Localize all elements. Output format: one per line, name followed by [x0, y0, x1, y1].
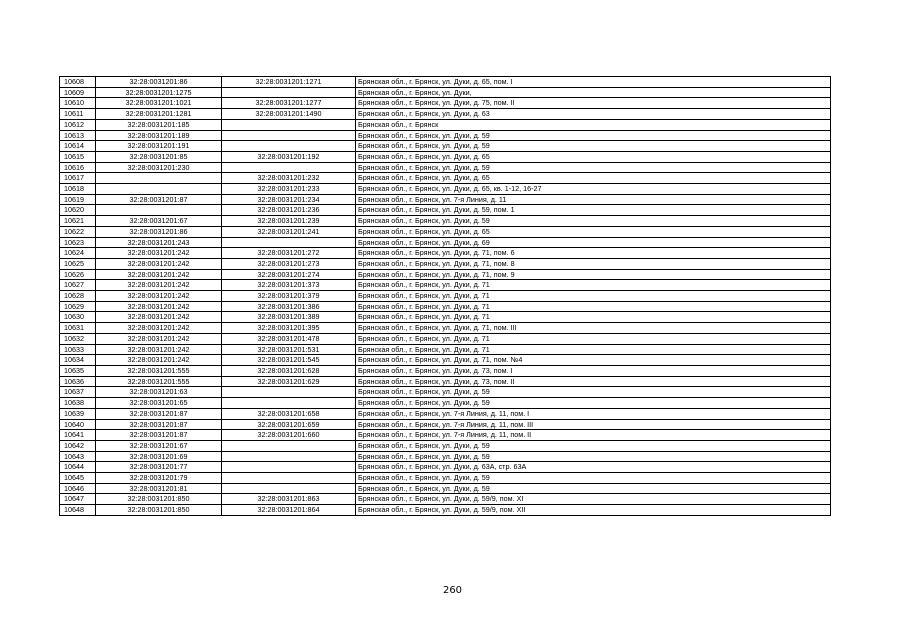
cadastral-number-cell — [222, 87, 356, 98]
row-number-cell: 10609 — [60, 87, 96, 98]
address-cell: Брянская обл., г. Брянск, ул. Дуки, д. 71, пом. 9 — [356, 269, 831, 280]
table-row — [60, 333, 831, 344]
table-row — [60, 365, 831, 376]
address-cell: Брянская обл., г. Брянск, ул. Дуки, д. 71, пом. III — [356, 323, 831, 334]
address-cell: Брянская обл., г. Брянск, ул. Дуки, д. 71, пом. 8 — [356, 258, 831, 269]
row-number-cell: 10634 — [60, 355, 96, 366]
table-row — [60, 226, 831, 237]
cadastral-number-cell: 32:28:0031201:236 — [222, 205, 356, 216]
row-number-cell: 10621 — [60, 216, 96, 227]
parent-cadastral-number-cell: 32:28:0031201:69 — [96, 451, 222, 462]
table-row — [60, 473, 831, 484]
table-row — [60, 440, 831, 451]
parent-cadastral-number-cell: 32:28:0031201:191 — [96, 141, 222, 152]
parent-cadastral-number-cell: 32:28:0031201:77 — [96, 462, 222, 473]
table-row — [60, 237, 831, 248]
row-number-cell: 10636 — [60, 376, 96, 387]
row-number-cell: 10648 — [60, 505, 96, 516]
address-cell: Брянская обл., г. Брянск, ул. Дуки, д. 59 — [356, 451, 831, 462]
cadastral-number-cell — [222, 451, 356, 462]
row-number-cell: 10625 — [60, 258, 96, 269]
row-number-cell: 10642 — [60, 440, 96, 451]
row-number-cell: 10640 — [60, 419, 96, 430]
parent-cadastral-number-cell: 32:28:0031201:65 — [96, 398, 222, 409]
row-number-cell: 10631 — [60, 323, 96, 334]
cadastral-number-cell: 32:28:0031201:389 — [222, 312, 356, 323]
table-row — [60, 162, 831, 173]
address-cell: Брянская обл., г. Брянск, ул. Дуки, д. 71 — [356, 291, 831, 302]
row-number-cell: 10643 — [60, 451, 96, 462]
address-cell: Брянская обл., г. Брянск, ул. Дуки, д. 59 — [356, 473, 831, 484]
parent-cadastral-number-cell: 32:28:0031201:189 — [96, 130, 222, 141]
cadastral-number-cell: 32:28:0031201:274 — [222, 269, 356, 280]
cadastral-number-cell: 32:28:0031201:545 — [222, 355, 356, 366]
parent-cadastral-number-cell: 32:28:0031201:242 — [96, 258, 222, 269]
parent-cadastral-number-cell: 32:28:0031201:185 — [96, 119, 222, 130]
row-number-cell: 10608 — [60, 77, 96, 88]
table-row — [60, 505, 831, 516]
address-cell: Брянская обл., г. Брянск, ул. Дуки, д. 59 — [356, 141, 831, 152]
address-cell: Брянская обл., г. Брянск, ул. Дуки, д. 65 — [356, 226, 831, 237]
table-row — [60, 430, 831, 441]
table-row — [60, 398, 831, 409]
row-number-cell: 10615 — [60, 151, 96, 162]
cadastral-number-cell: 32:28:0031201:659 — [222, 419, 356, 430]
table-row — [60, 344, 831, 355]
table-row — [60, 248, 831, 259]
parent-cadastral-number-cell: 32:28:0031201:67 — [96, 440, 222, 451]
address-cell: Брянская обл., г. Брянск, ул. Дуки, д. 71 — [356, 280, 831, 291]
address-cell: Брянская обл., г. Брянск, ул. Дуки, д. 71 — [356, 301, 831, 312]
row-number-cell: 10633 — [60, 344, 96, 355]
cadastral-number-cell — [222, 141, 356, 152]
parent-cadastral-number-cell: 32:28:0031201:81 — [96, 483, 222, 494]
address-cell: Брянская обл., г. Брянск, ул. Дуки, д. 59 — [356, 440, 831, 451]
address-cell: Брянская обл., г. Брянск, ул. Дуки, д. 59/9, пом. XII — [356, 505, 831, 516]
row-number-cell: 10627 — [60, 280, 96, 291]
table-row — [60, 291, 831, 302]
parent-cadastral-number-cell: 32:28:0031201:86 — [96, 77, 222, 88]
table-row — [60, 323, 831, 334]
table-row — [60, 98, 831, 109]
address-cell: Брянская обл., г. Брянск, ул. Дуки, д. 71 — [356, 333, 831, 344]
cadastral-number-cell — [222, 119, 356, 130]
row-number-cell: 10646 — [60, 483, 96, 494]
address-cell: Брянская обл., г. Брянск, ул. Дуки, д. 65, пом. I — [356, 77, 831, 88]
address-cell: Брянская обл., г. Брянск, ул. Дуки, д. 59 — [356, 387, 831, 398]
parent-cadastral-number-cell — [96, 205, 222, 216]
row-number-cell: 10641 — [60, 430, 96, 441]
parent-cadastral-number-cell: 32:28:0031201:230 — [96, 162, 222, 173]
row-number-cell: 10614 — [60, 141, 96, 152]
address-cell: Брянская обл., г. Брянск, ул. Дуки, д. 63 — [356, 109, 831, 120]
parent-cadastral-number-cell: 32:28:0031201:242 — [96, 291, 222, 302]
row-number-cell: 10619 — [60, 194, 96, 205]
table-row — [60, 269, 831, 280]
cadastral-number-cell — [222, 387, 356, 398]
address-cell: Брянская обл., г. Брянск, ул. Дуки, д. 65 — [356, 173, 831, 184]
table-row — [60, 77, 831, 88]
address-cell: Брянская обл., г. Брянск, ул. Дуки, д. 71, пом. 6 — [356, 248, 831, 259]
parent-cadastral-number-cell: 32:28:0031201:87 — [96, 419, 222, 430]
address-cell: Брянская обл., г. Брянск, ул. Дуки, — [356, 87, 831, 98]
table-row — [60, 301, 831, 312]
parent-cadastral-number-cell: 32:28:0031201:87 — [96, 408, 222, 419]
table-row — [60, 258, 831, 269]
cadastral-number-cell: 32:28:0031201:629 — [222, 376, 356, 387]
cadastral-number-cell — [222, 162, 356, 173]
parent-cadastral-number-cell: 32:28:0031201:1021 — [96, 98, 222, 109]
cadastral-number-cell: 32:28:0031201:239 — [222, 216, 356, 227]
cadastral-number-cell: 32:28:0031201:863 — [222, 494, 356, 505]
parent-cadastral-number-cell: 32:28:0031201:86 — [96, 226, 222, 237]
address-cell: Брянская обл., г. Брянск, ул. 7-я Линия, д. 11, пом. I — [356, 408, 831, 419]
address-cell: Брянская обл., г. Брянск, ул. Дуки, д. 75, пом. II — [356, 98, 831, 109]
address-cell: Брянская обл., г. Брянск, ул. Дуки, д. 63А, стр. 63А — [356, 462, 831, 473]
row-number-cell: 10637 — [60, 387, 96, 398]
cadastral-number-cell: 32:28:0031201:1277 — [222, 98, 356, 109]
address-cell: Брянская обл., г. Брянск, ул. Дуки, д. 65 — [356, 151, 831, 162]
address-cell: Брянская обл., г. Брянск, ул. 7-я Линия, д. 11, пом. II — [356, 430, 831, 441]
row-number-cell: 10617 — [60, 173, 96, 184]
parent-cadastral-number-cell: 32:28:0031201:63 — [96, 387, 222, 398]
cadastral-number-cell: 32:28:0031201:395 — [222, 323, 356, 334]
row-number-cell: 10644 — [60, 462, 96, 473]
cadastral-number-cell: 32:28:0031201:273 — [222, 258, 356, 269]
parent-cadastral-number-cell: 32:28:0031201:67 — [96, 216, 222, 227]
table-row — [60, 151, 831, 162]
parent-cadastral-number-cell: 32:28:0031201:79 — [96, 473, 222, 484]
address-cell: Брянская обл., г. Брянск, ул. Дуки, д. 59 — [356, 398, 831, 409]
row-number-cell: 10638 — [60, 398, 96, 409]
row-number-cell: 10623 — [60, 237, 96, 248]
cadastral-number-cell: 32:28:0031201:478 — [222, 333, 356, 344]
row-number-cell: 10612 — [60, 119, 96, 130]
table-row — [60, 408, 831, 419]
parent-cadastral-number-cell: 32:28:0031201:242 — [96, 301, 222, 312]
cadastral-number-cell: 32:28:0031201:1271 — [222, 77, 356, 88]
cadastral-number-cell: 32:28:0031201:660 — [222, 430, 356, 441]
table-row — [60, 483, 831, 494]
table-row — [60, 205, 831, 216]
cadastral-table — [59, 76, 831, 516]
parent-cadastral-number-cell: 32:28:0031201:87 — [96, 430, 222, 441]
cadastral-number-cell — [222, 440, 356, 451]
address-cell: Брянская обл., г. Брянск, ул. Дуки, д. 71 — [356, 344, 831, 355]
row-number-cell: 10635 — [60, 365, 96, 376]
row-number-cell: 10622 — [60, 226, 96, 237]
address-cell: Брянская обл., г. Брянск, ул. Дуки, д. 59 — [356, 162, 831, 173]
row-number-cell: 10626 — [60, 269, 96, 280]
address-cell: Брянская обл., г. Брянск, ул. Дуки, д. 73, пом. II — [356, 376, 831, 387]
table-row — [60, 451, 831, 462]
cadastral-number-cell: 32:28:0031201:628 — [222, 365, 356, 376]
table-row — [60, 184, 831, 195]
table-row — [60, 141, 831, 152]
table-row — [60, 376, 831, 387]
parent-cadastral-number-cell: 32:28:0031201:850 — [96, 505, 222, 516]
parent-cadastral-number-cell: 32:28:0031201:243 — [96, 237, 222, 248]
table-row — [60, 494, 831, 505]
address-cell: Брянская обл., г. Брянск, ул. Дуки, д. 69 — [356, 237, 831, 248]
cadastral-number-cell: 32:28:0031201:379 — [222, 291, 356, 302]
parent-cadastral-number-cell: 32:28:0031201:87 — [96, 194, 222, 205]
parent-cadastral-number-cell: 32:28:0031201:242 — [96, 323, 222, 334]
parent-cadastral-number-cell: 32:28:0031201:242 — [96, 312, 222, 323]
row-number-cell: 10611 — [60, 109, 96, 120]
address-cell: Брянская обл., г. Брянск, ул. Дуки, д. 71 — [356, 312, 831, 323]
row-number-cell: 10647 — [60, 494, 96, 505]
address-cell: Брянская обл., г. Брянск, ул. Дуки, д. 59 — [356, 130, 831, 141]
cadastral-number-cell: 32:28:0031201:234 — [222, 194, 356, 205]
parent-cadastral-number-cell: 32:28:0031201:242 — [96, 248, 222, 259]
cadastral-number-cell: 32:28:0031201:386 — [222, 301, 356, 312]
cadastral-number-cell: 32:28:0031201:192 — [222, 151, 356, 162]
address-cell: Брянская обл., г. Брянск, ул. Дуки, д. 59/9, пом. XI — [356, 494, 831, 505]
row-number-cell: 10645 — [60, 473, 96, 484]
address-cell: Брянская обл., г. Брянск, ул. Дуки, д. 73, пом. I — [356, 365, 831, 376]
row-number-cell: 10620 — [60, 205, 96, 216]
parent-cadastral-number-cell: 32:28:0031201:242 — [96, 355, 222, 366]
table-row — [60, 462, 831, 473]
address-cell: Брянская обл., г. Брянск — [356, 119, 831, 130]
cadastral-number-cell: 32:28:0031201:531 — [222, 344, 356, 355]
parent-cadastral-number-cell: 32:28:0031201:85 — [96, 151, 222, 162]
table-row — [60, 419, 831, 430]
parent-cadastral-number-cell: 32:28:0031201:242 — [96, 280, 222, 291]
cadastral-table-container — [59, 76, 830, 516]
table-row — [60, 173, 831, 184]
table-row — [60, 355, 831, 366]
parent-cadastral-number-cell — [96, 184, 222, 195]
row-number-cell: 10624 — [60, 248, 96, 259]
cadastral-number-cell: 32:28:0031201:272 — [222, 248, 356, 259]
cadastral-number-cell — [222, 473, 356, 484]
cadastral-number-cell: 32:28:0031201:241 — [222, 226, 356, 237]
parent-cadastral-number-cell: 32:28:0031201:242 — [96, 344, 222, 355]
cadastral-number-cell — [222, 398, 356, 409]
row-number-cell: 10632 — [60, 333, 96, 344]
row-number-cell: 10610 — [60, 98, 96, 109]
cadastral-number-cell — [222, 130, 356, 141]
row-number-cell: 10630 — [60, 312, 96, 323]
table-row — [60, 312, 831, 323]
row-number-cell: 10613 — [60, 130, 96, 141]
cadastral-number-cell: 32:28:0031201:232 — [222, 173, 356, 184]
parent-cadastral-number-cell: 32:28:0031201:555 — [96, 365, 222, 376]
cadastral-number-cell: 32:28:0031201:233 — [222, 184, 356, 195]
address-cell: Брянская обл., г. Брянск, ул. 7-я Линия, д. 11, пом. III — [356, 419, 831, 430]
cadastral-number-cell — [222, 462, 356, 473]
parent-cadastral-number-cell: 32:28:0031201:242 — [96, 333, 222, 344]
address-cell: Брянская обл., г. Брянск, ул. 7-я Линия, д. 11 — [356, 194, 831, 205]
parent-cadastral-number-cell: 32:28:0031201:1281 — [96, 109, 222, 120]
table-row — [60, 119, 831, 130]
cadastral-number-cell — [222, 237, 356, 248]
cadastral-number-cell: 32:28:0031201:864 — [222, 505, 356, 516]
parent-cadastral-number-cell: 32:28:0031201:850 — [96, 494, 222, 505]
table-row — [60, 216, 831, 227]
cadastral-number-cell: 32:28:0031201:658 — [222, 408, 356, 419]
address-cell: Брянская обл., г. Брянск, ул. Дуки, д. 71, пом. №4 — [356, 355, 831, 366]
table-row — [60, 130, 831, 141]
parent-cadastral-number-cell — [96, 173, 222, 184]
row-number-cell: 10639 — [60, 408, 96, 419]
row-number-cell: 10618 — [60, 184, 96, 195]
table-row — [60, 280, 831, 291]
address-cell: Брянская обл., г. Брянск, ул. Дуки, д. 59 — [356, 216, 831, 227]
table-row — [60, 109, 831, 120]
cadastral-number-cell: 32:28:0031201:373 — [222, 280, 356, 291]
parent-cadastral-number-cell: 32:28:0031201:555 — [96, 376, 222, 387]
table-body — [60, 77, 831, 516]
table-row — [60, 387, 831, 398]
table-row — [60, 194, 831, 205]
page-number: 260 — [442, 585, 463, 596]
table-row — [60, 87, 831, 98]
row-number-cell: 10628 — [60, 291, 96, 302]
cadastral-number-cell: 32:28:0031201:1490 — [222, 109, 356, 120]
row-number-cell: 10629 — [60, 301, 96, 312]
address-cell: Брянская обл., г. Брянск, ул. Дуки, д. 59 — [356, 483, 831, 494]
parent-cadastral-number-cell: 32:28:0031201:242 — [96, 269, 222, 280]
address-cell: Брянская обл., г. Брянск, ул. Дуки, д. 59, пом. 1 — [356, 205, 831, 216]
cadastral-number-cell — [222, 483, 356, 494]
address-cell: Брянская обл., г. Брянск, ул. Дуки, д. 65, кв. 1-12, 16-27 — [356, 184, 831, 195]
row-number-cell: 10616 — [60, 162, 96, 173]
parent-cadastral-number-cell: 32:28:0031201:1275 — [96, 87, 222, 98]
